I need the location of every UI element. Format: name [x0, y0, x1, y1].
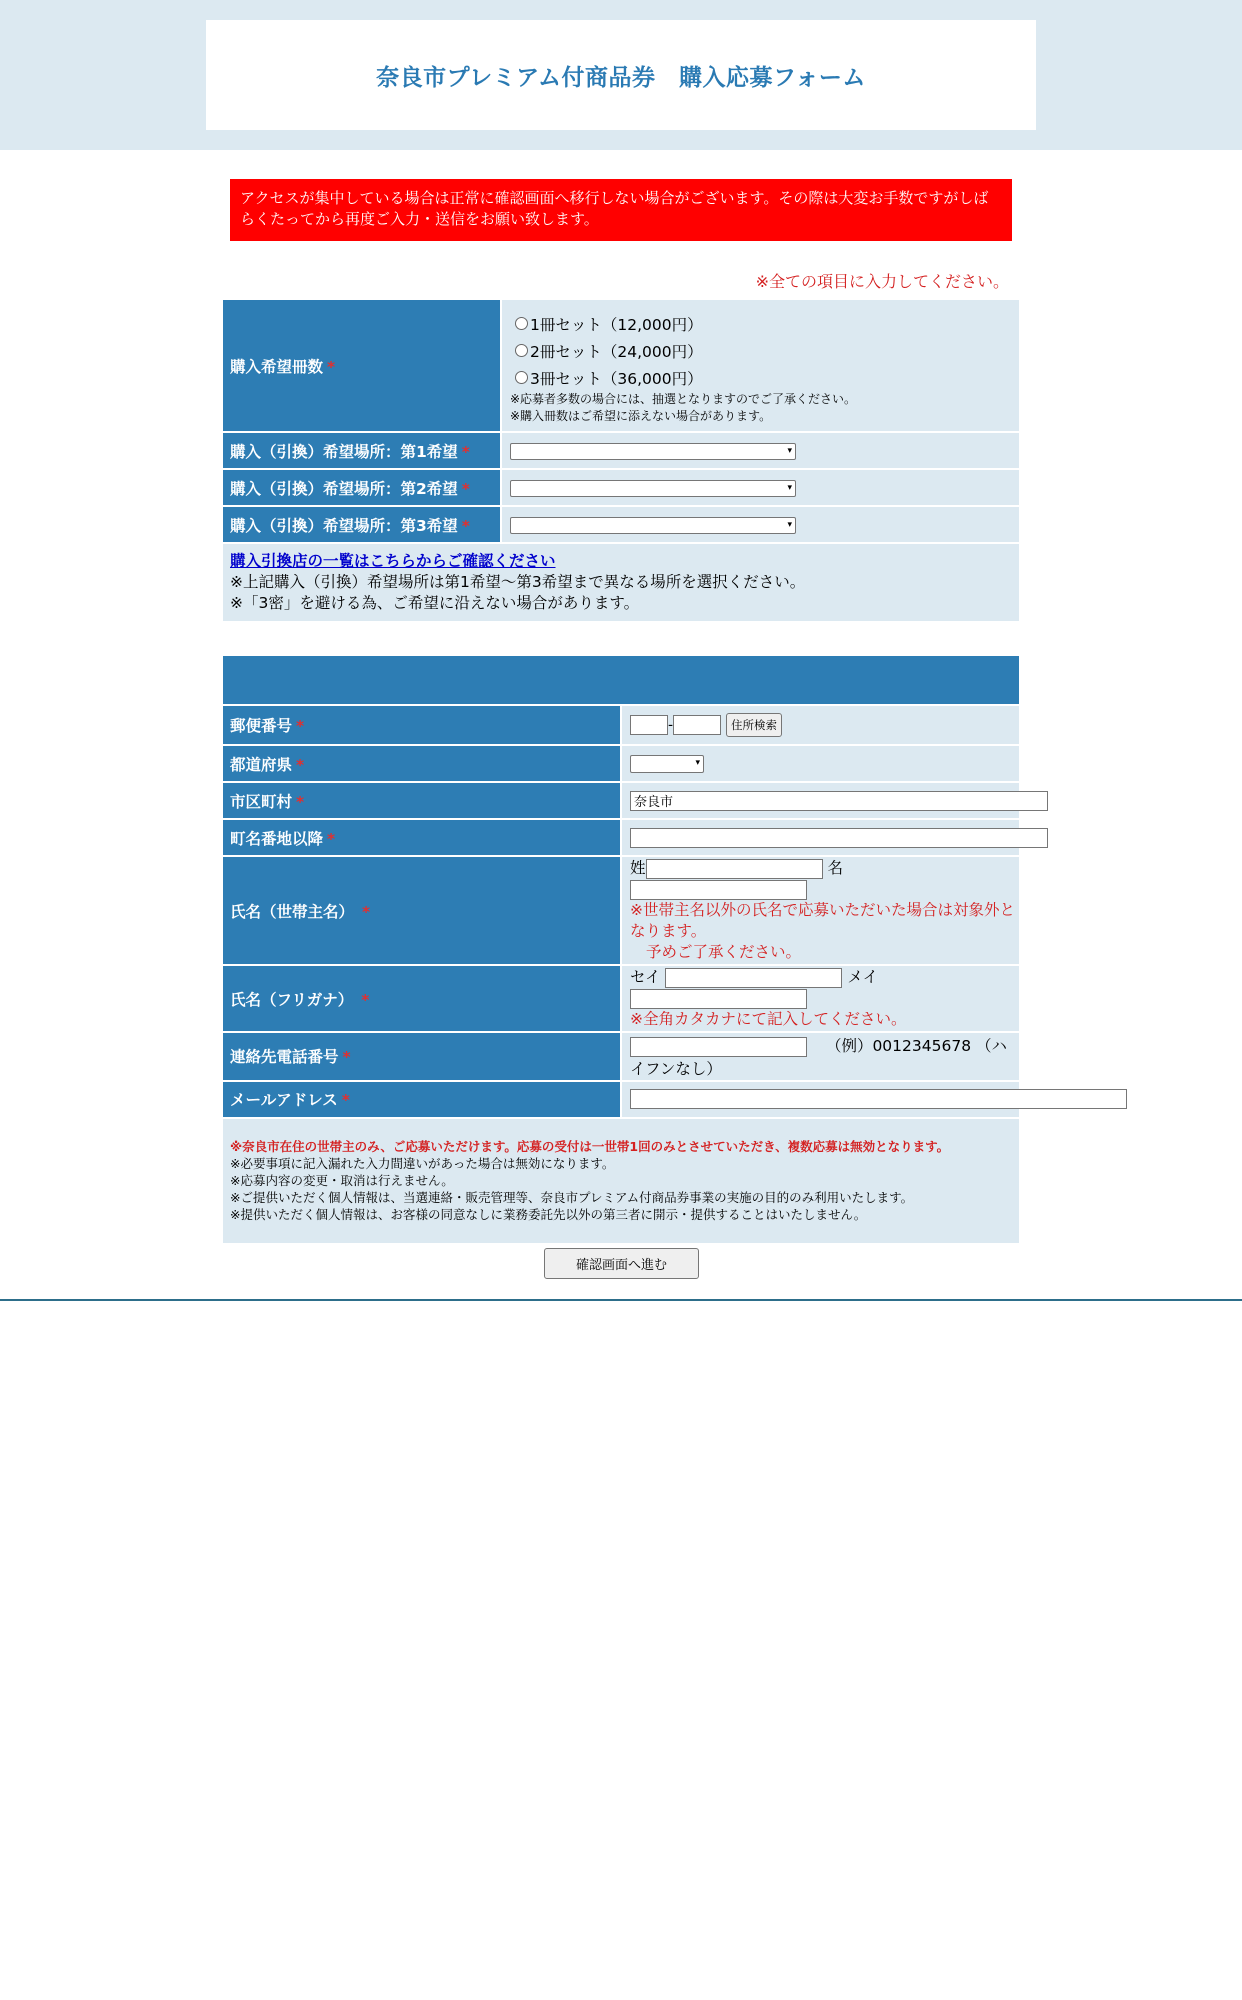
place3-select[interactable] — [510, 517, 796, 534]
access-alert: アクセスが集中している場合は正常に確認画面へ移行しない場合がございます。その際は大変お手数ですがしばらくたってから再度ご入力・送信をお願い致します。 — [230, 179, 1012, 241]
terms-bold-line: ※奈良市在住の世帯主のみ、ご応募いただけます。応募の受付は一世帯1回のみとさせていただき、複数応募は無効となります。 — [230, 1139, 950, 1154]
prefecture-row — [223, 745, 1019, 782]
required-mark: * — [327, 829, 336, 848]
header-band — [0, 0, 1242, 150]
required-mark: * — [341, 1091, 350, 1109]
kana-sei-label: セイ — [630, 968, 661, 986]
kana-inputs — [630, 967, 1018, 1009]
quantity-label: 購入希望冊数 — [230, 357, 324, 376]
postal-code-first-input[interactable] — [630, 715, 668, 735]
place3-cell — [501, 506, 1019, 543]
purchase-table — [223, 300, 1019, 621]
quantity-options — [501, 300, 1019, 432]
page-title: 奈良市プレミアム付商品券 購入応募フォーム — [376, 64, 866, 91]
street-label: 町名番地以降 — [230, 829, 324, 848]
email-label-cell — [223, 1081, 621, 1118]
terms-cell — [223, 1118, 1019, 1243]
kana-row — [223, 965, 1019, 1032]
required-note: ※全ての項目に入力してください。 — [755, 272, 1009, 291]
chevron-down-icon: ▾ — [695, 757, 700, 768]
sei-label: 姓 — [630, 859, 646, 877]
chevron-down-icon: ▾ — [787, 519, 792, 530]
postal-dash: - — [668, 717, 674, 734]
place2-label-cell — [223, 469, 501, 506]
street-cell — [621, 819, 1019, 856]
required-mark: * — [461, 516, 470, 535]
terms-line-1: ※必要事項に記入漏れた入力間違いがあった場合は無効になります。 — [230, 1156, 615, 1171]
place2-select[interactable] — [510, 480, 796, 497]
applicant-header — [223, 656, 1019, 705]
place-note-1: ※上記購入（引換）希望場所は第1希望～第3希望まで異なる場所を選択ください。 — [230, 573, 806, 591]
postal-cell — [621, 705, 1019, 745]
name-inputs — [630, 858, 1018, 900]
prefecture-select[interactable] — [630, 755, 704, 773]
prefecture-label-cell — [223, 745, 621, 782]
required-mark: * — [342, 1048, 351, 1067]
postal-row — [223, 705, 1019, 745]
email-cell — [621, 1081, 1019, 1118]
terms-line-2: ※応募内容の変更・取消は行えません。 — [230, 1173, 454, 1188]
required-mark: * — [296, 792, 305, 811]
address-search-button[interactable]: 住所検索 — [726, 713, 782, 737]
radio-icon[interactable] — [515, 371, 528, 384]
quantity-option-label: 2冊セット（24,000円） — [530, 342, 703, 361]
place3-row — [223, 506, 1019, 543]
phone-input[interactable] — [630, 1037, 807, 1057]
name-cell — [621, 856, 1019, 965]
place1-label: 購入（引換）希望場所：第1希望 — [230, 442, 458, 461]
kana-cell — [621, 965, 1019, 1032]
phone-row — [223, 1032, 1019, 1081]
terms-line-4: ※提供いただく個人情報は、お客様の同意なしに業務委託先以外の第三者に開示・提供することはいたしません。 — [230, 1207, 867, 1222]
store-list-link-text[interactable]: 購入引換店の一覧はこちらからご確認ください — [230, 552, 556, 570]
name-row — [223, 856, 1019, 965]
quantity-note-1: ※応募者多数の場合には、抽選となりますのでご了承ください。 — [510, 392, 857, 406]
quantity-row — [223, 300, 1019, 432]
name-label-cell — [223, 856, 621, 965]
radio-icon[interactable] — [515, 344, 528, 357]
kana-mei-label: メイ — [847, 968, 879, 986]
place3-label: 購入（引換）希望場所：第3希望 — [230, 516, 458, 535]
kana-label-cell — [223, 965, 621, 1032]
city-cell — [621, 782, 1019, 819]
street-input[interactable] — [630, 828, 1048, 848]
required-mark: * — [461, 442, 470, 461]
required-mark: * — [362, 902, 371, 921]
email-row — [223, 1081, 1019, 1118]
store-list-link[interactable] — [230, 551, 1018, 572]
required-mark: * — [327, 357, 336, 376]
radio-icon[interactable] — [515, 317, 528, 330]
phone-example: （例）0012345678 （ハイフンなし） — [630, 1037, 1007, 1078]
place-note-2: ※「3密」を避ける為、ご希望に沿えない場合があります。 — [230, 594, 640, 612]
street-row — [223, 819, 1019, 856]
place2-label: 購入（引換）希望場所：第2希望 — [230, 479, 458, 498]
email-label: メールアドレス — [230, 1091, 338, 1109]
street-label-cell — [223, 819, 621, 856]
required-mark: * — [296, 755, 305, 774]
required-mark: * — [296, 717, 305, 735]
quantity-option-2[interactable] — [510, 337, 1018, 364]
proceed-to-confirm-button[interactable]: 確認画面へ進む — [544, 1248, 699, 1279]
place2-row — [223, 469, 1019, 506]
kana-label: 氏名（フリガナ） — [230, 990, 354, 1009]
quantity-label-cell — [223, 300, 501, 432]
city-input[interactable] — [630, 791, 1048, 811]
given-name-input[interactable] — [630, 880, 807, 900]
required-mark: * — [361, 990, 370, 1009]
quantity-option-label: 1冊セット（12,000円） — [530, 315, 703, 334]
place1-row — [223, 432, 1019, 469]
quantity-option-1[interactable] — [510, 310, 1018, 337]
prefecture-label: 都道府県 — [230, 755, 293, 774]
terms-line-3: ※ご提供いただく個人情報は、当選連絡・販売管理等、奈良市プレミアム付商品券事業の実施の目的のみ利用いたします。 — [230, 1190, 914, 1205]
phone-label: 連絡先電話番号 — [230, 1048, 339, 1067]
city-label-cell — [223, 782, 621, 819]
terms-row — [223, 1118, 1019, 1243]
place2-cell — [501, 469, 1019, 506]
surname-input[interactable] — [646, 859, 823, 879]
kana-note: ※全角カタカナにて記入してください。 — [630, 1010, 907, 1028]
postal-code-second-input[interactable] — [673, 715, 721, 735]
chevron-down-icon: ▾ — [787, 445, 792, 456]
applicant-header-row — [223, 656, 1019, 705]
name-label: 氏名（世帯主名） — [230, 902, 355, 921]
phone-label-cell — [223, 1032, 621, 1081]
city-row — [223, 782, 1019, 819]
postal-label-cell — [223, 705, 621, 745]
place3-label-cell — [223, 506, 501, 543]
email-input[interactable] — [630, 1089, 1127, 1109]
place-notes-cell — [223, 543, 1019, 621]
place1-cell — [501, 432, 1019, 469]
kana-surname-input[interactable] — [665, 968, 842, 988]
postal-label: 郵便番号 — [230, 717, 293, 735]
quantity-note-2: ※購入冊数はご希望に添えない場合があります。 — [510, 409, 772, 423]
kana-given-name-input[interactable] — [630, 989, 807, 1009]
prefecture-cell — [621, 745, 1019, 782]
place1-label-cell — [223, 432, 501, 469]
city-label: 市区町村 — [230, 792, 293, 811]
place-notes-row — [223, 543, 1019, 621]
applicant-table — [223, 656, 1019, 1243]
mei-label: 名 — [827, 859, 843, 877]
header-box — [206, 20, 1036, 130]
required-mark: * — [461, 479, 470, 498]
footer-divider — [0, 1299, 1242, 1301]
place1-select[interactable] — [510, 443, 796, 460]
quantity-option-label: 3冊セット（36,000円） — [530, 369, 703, 388]
phone-cell — [621, 1032, 1019, 1081]
quantity-option-3[interactable] — [510, 364, 1018, 391]
chevron-down-icon: ▾ — [787, 482, 792, 493]
name-note-2: 予めご了承ください。 — [646, 943, 802, 961]
name-note-1: ※世帯主名以外の氏名で応募いただいた場合は対象外となります。 — [630, 901, 1015, 940]
